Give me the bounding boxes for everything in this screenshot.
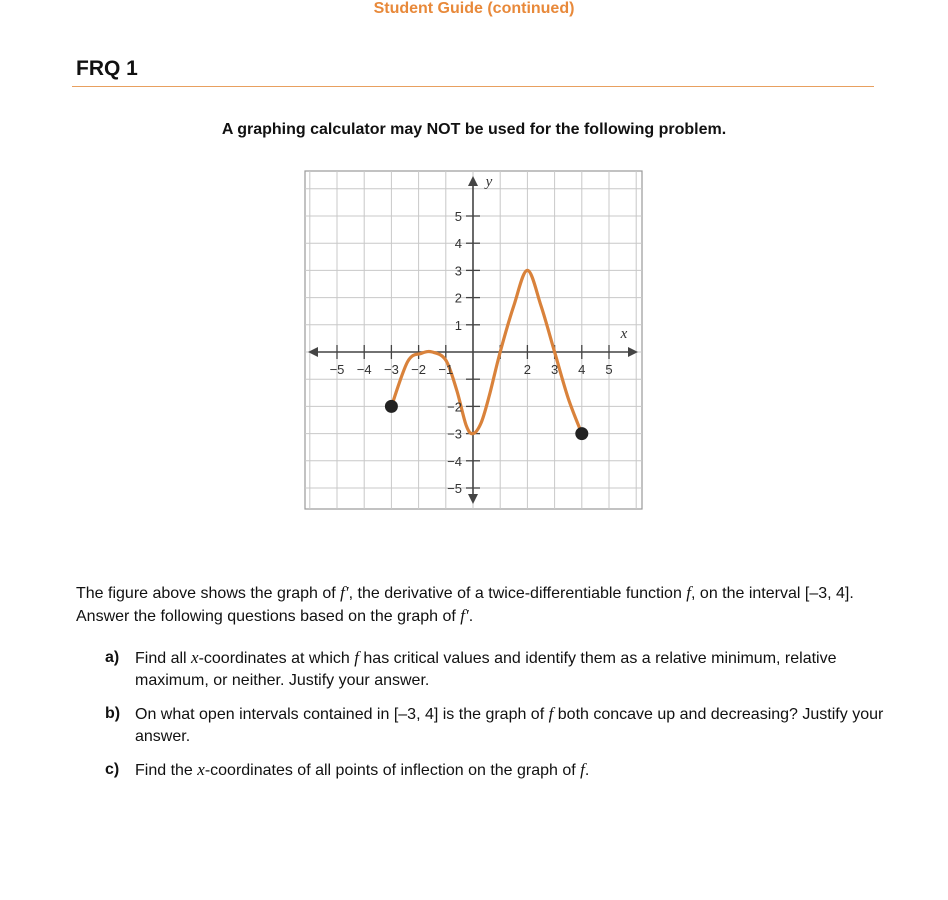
y-axis-label: y	[485, 174, 493, 190]
x-tick-label: 2	[523, 362, 532, 377]
page-header: Student Guide (continued)	[373, 0, 575, 17]
x-tick-label: −5	[329, 362, 345, 377]
question-label: b)	[105, 705, 121, 722]
question-label: a)	[105, 649, 120, 666]
y-tick-label: 1	[454, 317, 462, 333]
y-tick-label: 5	[454, 209, 462, 224]
y-tick-label: −2	[447, 399, 462, 415]
y-tick-label: −4	[447, 453, 462, 469]
x-tick-label: −1	[438, 362, 454, 377]
problem-intro: The figure above shows the graph of f′, the derivative of a twice-differentiable function f, on the interval [–3, 4]. Answer the following questions based on the graph of f′.	[76, 583, 854, 625]
y-tick-label: 4	[454, 236, 462, 252]
graph-figure	[302, 168, 644, 517]
y-tick-label: 3	[454, 263, 462, 279]
question-a	[105, 647, 885, 692]
question-label: c)	[105, 761, 120, 778]
question-b	[105, 703, 885, 748]
question-text: Find all x-coordinates at which f has critical values and identify them as a relative minimum, relative maximum, or neither. Justify your answer.	[135, 648, 837, 689]
x-tick-label: 5	[605, 362, 613, 377]
y-tick-label: 2	[454, 290, 462, 306]
x-tick-label: 4	[578, 362, 586, 377]
x-tick-label: −2	[411, 362, 427, 377]
endpoint-dot	[385, 400, 398, 413]
y-tick-label: −3	[447, 426, 462, 442]
x-tick-label: 3	[550, 362, 559, 377]
calculator-instruction: A graphing calculator may NOT be used for the following problem.	[221, 121, 727, 138]
question-c	[105, 759, 885, 782]
question-list	[105, 647, 885, 793]
x-axis-label: x	[620, 326, 628, 342]
question-text: On what open intervals contained in [–3, 4] is the graph of f both concave up and decreasing? Justify your answer.	[135, 704, 884, 745]
header-divider	[72, 86, 874, 87]
chart-svg	[302, 168, 644, 512]
section-title: FRQ 1	[76, 57, 138, 80]
x-tick-label: −4	[356, 362, 372, 377]
x-tick-label: −3	[383, 362, 399, 377]
question-text: Find the x-coordinates of all points of inflection on the graph of f.	[135, 760, 590, 779]
endpoint-dot	[575, 427, 588, 440]
y-tick-label: −5	[447, 481, 462, 496]
